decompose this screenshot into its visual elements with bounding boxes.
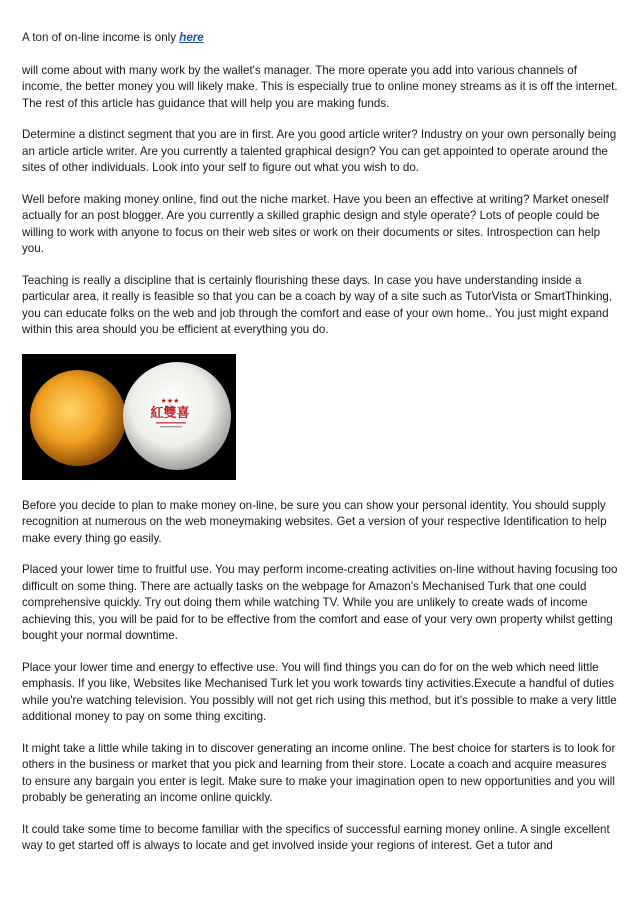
paragraph: Place your lower time and energy to effective use. You will find things you can do for on the web which need little emphasis. If you like, Websites like Mechanised Turk let you work towards tiny activities.Execute a handful of duties while you're watching television. You possibly will not get rich using this method, but it's possible to make a very little additional money to pay on some thing exciting. [22,660,617,723]
orange-ball [30,370,126,466]
intro-line [22,30,618,47]
paragraph: Before you decide to plan to make money on-line, be sure you can show your personal identity. You should supply recognition at numerous on the web moneymaking websites. Get a version of your respective Identification to help make every thing go easily. [22,498,607,545]
ping-pong-balls-image [22,354,236,480]
logo-stars: ★★★ [160,396,180,405]
paragraph: Well before making money online, find out the niche market. Have you been an effective at writing? Market oneself actually for an post blogger. Are you currently a skilled graphic design and style operate? Lots of people could be willing to work with anyone to focus on their web sites or work on their documents or sites. Introspection can help you. [22,192,609,255]
intro-text: A ton of on-line income is only [22,31,180,44]
ball-logo: 紅雙喜 [150,405,190,421]
paragraph: It could take some time to become familiar with the specifics of successful earning money online. A single excellent way to get started off is always to locate and get involved inside your regions of interest. Get a tutor and [22,822,610,852]
paragraph: Determine a distinct segment that you are in first. Are you good article writer? Industry on your own personally being an article article writer. Are you currently a talented graphical design? You can get appointed to operate around the sites of other individuals. Look into your self to figure out what you wish to do. [22,128,617,174]
paragraph: Teaching is really a discipline that is certainly flourishing these days. In case you have understanding inside a particular area, it really is feasible so that you can be a coach by way of a site such as TutorVista or SmartThinking, you can educate folks on the web and job through the comfort and ease of your own home.. You just might expand within this area should you be efficient at everything you do. [22,273,613,336]
paragraph: Placed your lower time to fruitful use. You may perform income-creating activities on-line without having focusing too difficult on some thing. There are actually tasks on the webpage for Amazon's Mechanised Turk that one could comprehensive quickly. Try out doing them while watching TV. While you are unlikely to create wads of income achieving this, you will be paid for to be effective from the comfort and ease of your very own property whilst getting bought your normal downtime. [22,563,618,642]
ping-pong-balls-illustration [22,354,236,480]
intro-link[interactable]: here [179,31,204,44]
paragraph: It might take a little while taking in to discover generating an income online. The best choice for starters is to look for others in the business or market that you pick and learning from their store. Locate a coach and acquire measures to ensure any bargain you enter is legit. Make sure to make your imagination open to new opportunities and you will probably be generating an income online quickly. [22,741,616,804]
paragraph: will come about with many work by the wallet's manager. The more operate you add into various channels of income, the better money you will likely make. This is especially true to online money streams as it is off the internet. The rest of this article has guidance that will help you are making funds. [22,63,618,110]
article [22,30,618,870]
